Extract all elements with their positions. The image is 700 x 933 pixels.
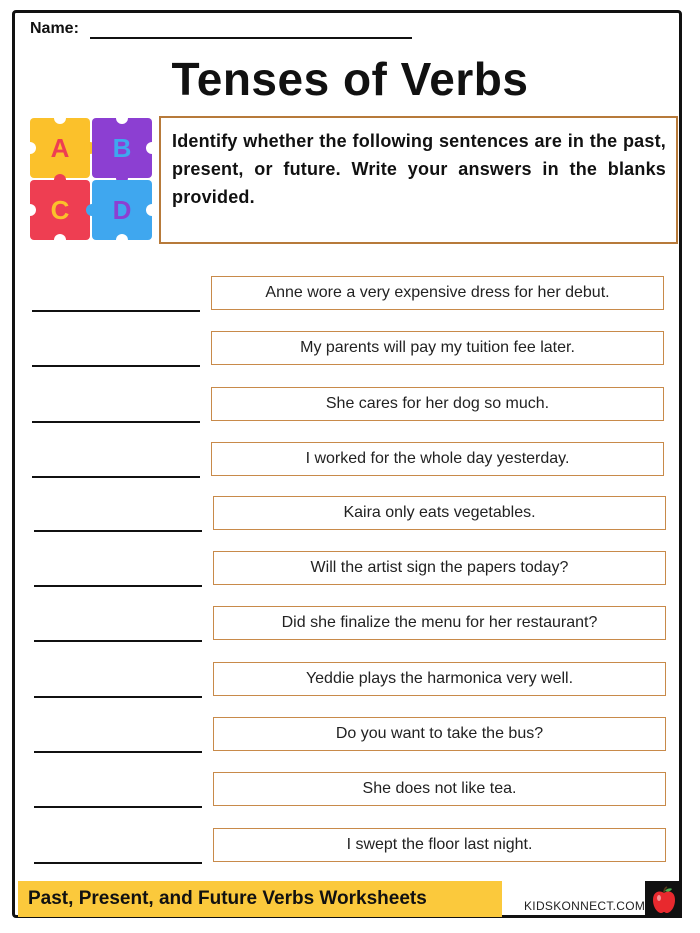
alphabet-puzzle-icon: [28, 116, 154, 242]
exercise-row: [0, 276, 700, 312]
answer-blank[interactable]: [32, 310, 200, 312]
answer-blank[interactable]: [34, 806, 202, 808]
puzzle-letter-a: A: [50, 133, 70, 163]
puzzle-piece-d: [86, 180, 154, 242]
puzzle-piece-b: [92, 116, 154, 184]
sentence-text: She does not like tea.: [362, 780, 517, 797]
sentence-text: She cares for her dog so much.: [325, 395, 550, 412]
name-blank[interactable]: [90, 37, 412, 39]
sentence-box: [213, 496, 666, 530]
exercise-row: [2, 717, 700, 753]
puzzle-piece-c: [28, 174, 90, 242]
sentence-text: My parents will pay my tuition fee later.: [300, 339, 575, 356]
exercise-row: [0, 442, 700, 478]
brand-logo: [645, 881, 682, 918]
sentence-box: [211, 276, 664, 310]
instructions-text: Identify whether the following sentences are in the past, present, or future. Write your answers in the blanks provided.: [172, 131, 666, 207]
sentence-box: [211, 442, 664, 476]
exercise-row: [2, 772, 700, 808]
puzzle-letter-d: D: [112, 195, 132, 225]
sentence-text: Do you want to take the bus?: [335, 725, 544, 742]
exercise-row: [2, 606, 700, 642]
sentence-box: [213, 717, 666, 751]
footer-title: Past, Present, and Future Verbs Worksheets: [28, 888, 427, 909]
sentence-text: Did she finalize the menu for her restaurant?: [281, 614, 598, 631]
sentence-box: [213, 772, 666, 806]
sentence-text: I worked for the whole day yesterday.: [305, 450, 570, 467]
sentence-text: Kaira only eats vegetables.: [343, 504, 536, 521]
exercise-row: [2, 828, 700, 864]
answer-blank[interactable]: [34, 696, 202, 698]
answer-blank[interactable]: [34, 640, 202, 642]
answer-blank[interactable]: [34, 585, 202, 587]
sentence-box: [211, 331, 664, 365]
sentence-box: [213, 606, 666, 640]
footer-title-band: [18, 881, 502, 917]
sentence-box: [213, 662, 666, 696]
apple-icon: [651, 886, 677, 914]
exercise-row: [2, 551, 700, 587]
answer-blank[interactable]: [34, 862, 202, 864]
sentence-text: Yeddie plays the harmonica very well.: [305, 670, 574, 687]
puzzle-piece-a: [28, 116, 96, 178]
puzzle-letter-c: C: [50, 195, 70, 225]
sentence-text: Anne wore a very expensive dress for her debut.: [265, 284, 610, 301]
answer-blank[interactable]: [34, 530, 202, 532]
answer-blank[interactable]: [32, 365, 200, 367]
exercise-row: [0, 331, 700, 367]
answer-blank[interactable]: [32, 421, 200, 423]
answer-blank[interactable]: [34, 751, 202, 753]
puzzle-letter-b: B: [112, 133, 132, 163]
sentence-box: [213, 551, 666, 585]
brand-label: KIDSKONNECT.COM: [524, 899, 646, 913]
page-title: Tenses of Verbs: [171, 53, 529, 105]
instructions-box: [159, 116, 678, 244]
exercise-row: [2, 662, 700, 698]
sentence-text: I swept the floor last night.: [346, 836, 533, 853]
sentence-box: [213, 828, 666, 862]
exercise-row: [0, 387, 700, 423]
answer-blank[interactable]: [32, 476, 200, 478]
sentence-box: [211, 387, 664, 421]
name-label: Name:: [30, 20, 79, 37]
sentence-text: Will the artist sign the papers today?: [310, 559, 569, 576]
exercise-row: [2, 496, 700, 532]
